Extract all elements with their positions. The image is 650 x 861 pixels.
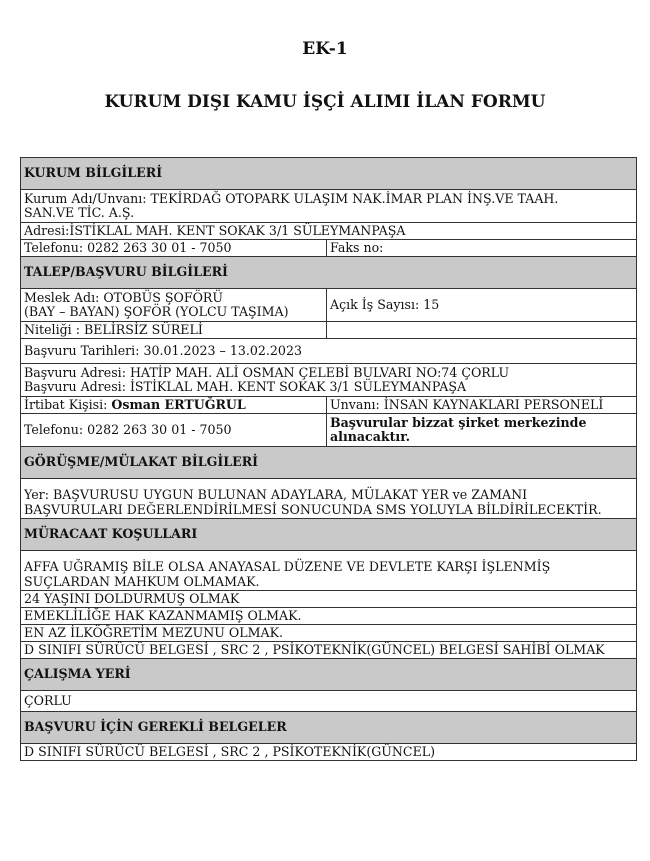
job-posting-form	[20, 157, 637, 761]
condition-item-4: EN AZ İLKÖĞRETİM MEZUNU OLMAK.	[21, 625, 637, 642]
institution-name-line2: SAN.VE TİC. A.Ş.	[24, 205, 135, 220]
section-workplace-title: ÇALIŞMA YERİ	[21, 659, 637, 691]
application-dates: Başvuru Tarihleri: 30.01.2023 – 13.02.2023	[21, 339, 637, 364]
condition-item-1-line2: SUÇLARDAN MAHKUM OLMAMAK.	[24, 573, 260, 589]
application-phone: Telefonu: 0282 263 30 01 - 7050	[21, 414, 327, 447]
application-note: Başvurular bizzat şirket merkezinde alınacaktır.	[327, 414, 637, 447]
condition-item-1	[21, 551, 637, 591]
section-documents-title: BAŞVURU İÇİN GEREKLİ BELGELER	[21, 712, 637, 744]
institution-name	[21, 190, 637, 223]
profession-name	[21, 289, 327, 322]
contact-label: İrtibat Kişisi:	[24, 396, 108, 412]
profession-line2: (BAY – BAYAN) ŞOFÖR (YOLCU TAŞIMA)	[24, 304, 289, 319]
form-title: KURUM DIŞI KAMU İŞÇİ ALIMI İLAN FORMU	[104, 92, 546, 112]
interview-info	[21, 479, 637, 519]
documents-value: D SINIFI SÜRÜCÜ BELGESİ , SRC 2 , PSİKOTEKNİK(GÜNCEL)	[21, 744, 637, 761]
condition-item-3: EMEKLİLİĞE HAK KAZANMAMIŞ OLMAK.	[21, 608, 637, 625]
section-application-title: TALEP/BAŞVURU BİLGİLERİ	[21, 257, 637, 289]
institution-address: Adresi:İSTİKLAL MAH. KENT SOKAK 3/1 SÜLEYMANPAŞA	[21, 223, 637, 240]
institution-phone: Telefonu: 0282 263 30 01 - 7050	[21, 240, 327, 257]
institution-name-line1: Kurum Adı/Unvanı: TEKİRDAĞ OTOPARK ULAŞIM NAK.İMAR PLAN İNŞ.VE TAAH.	[24, 190, 559, 206]
condition-item-2: 24 YAŞINI DOLDURMUŞ OLMAK	[21, 591, 637, 608]
contact-person	[21, 397, 327, 414]
condition-item-5: D SINIFI SÜRÜCÜ BELGESİ , SRC 2 , PSİKOTEKNİK(GÜNCEL) BELGESİ SAHİBİ OLMAK	[21, 642, 637, 659]
application-address-2: Başvuru Adresi: İSTİKLAL MAH. KENT SOKAK 3/1 SÜLEYMANPAŞA	[24, 379, 467, 394]
contact-name: Osman ERTUĞRUL	[111, 396, 246, 412]
position-quality: Niteliği : BELİRSİZ SÜRELİ	[21, 322, 327, 339]
application-addresses	[21, 364, 637, 397]
interview-line1: Yer: BAŞVURUSU UYGUN BULUNAN ADAYLARA, MÜLAKAT YER ve ZAMANI	[24, 487, 528, 502]
profession-line1: Meslek Adı: OTOBÜS ŞOFÖRÜ	[24, 289, 224, 305]
section-institution-title: KURUM BİLGİLERİ	[21, 158, 637, 190]
contact-title: Unvanı: İNSAN KAYNAKLARI PERSONELİ	[327, 397, 637, 414]
condition-item-1-line1: AFFA UĞRAMIŞ BİLE OLSA ANAYASAL DÜZENE VE DEVLETE KARŞI İŞLENMİŞ	[24, 559, 551, 574]
open-positions: Açık İş Sayısı: 15	[327, 289, 637, 322]
section-interview-title: GÖRÜŞME/MÜLAKAT BİLGİLERİ	[21, 447, 637, 479]
institution-fax: Faks no:	[327, 240, 637, 257]
application-address-1: Başvuru Adresi: HATİP MAH. ALİ OSMAN ÇELEBİ BULVARI NO:74 ÇORLU	[24, 364, 510, 380]
annex-label: EK-1	[302, 39, 348, 59]
workplace-value: ÇORLU	[21, 691, 637, 712]
section-conditions-title: MÜRACAAT KOŞULLARI	[21, 519, 637, 551]
interview-line2: BAŞVURULARI DEĞERLENDİRİLMESİ SONUCUNDA SMS YOLUYLA BİLDİRİLECEKTİR.	[24, 501, 602, 517]
position-quality-empty	[327, 322, 637, 339]
